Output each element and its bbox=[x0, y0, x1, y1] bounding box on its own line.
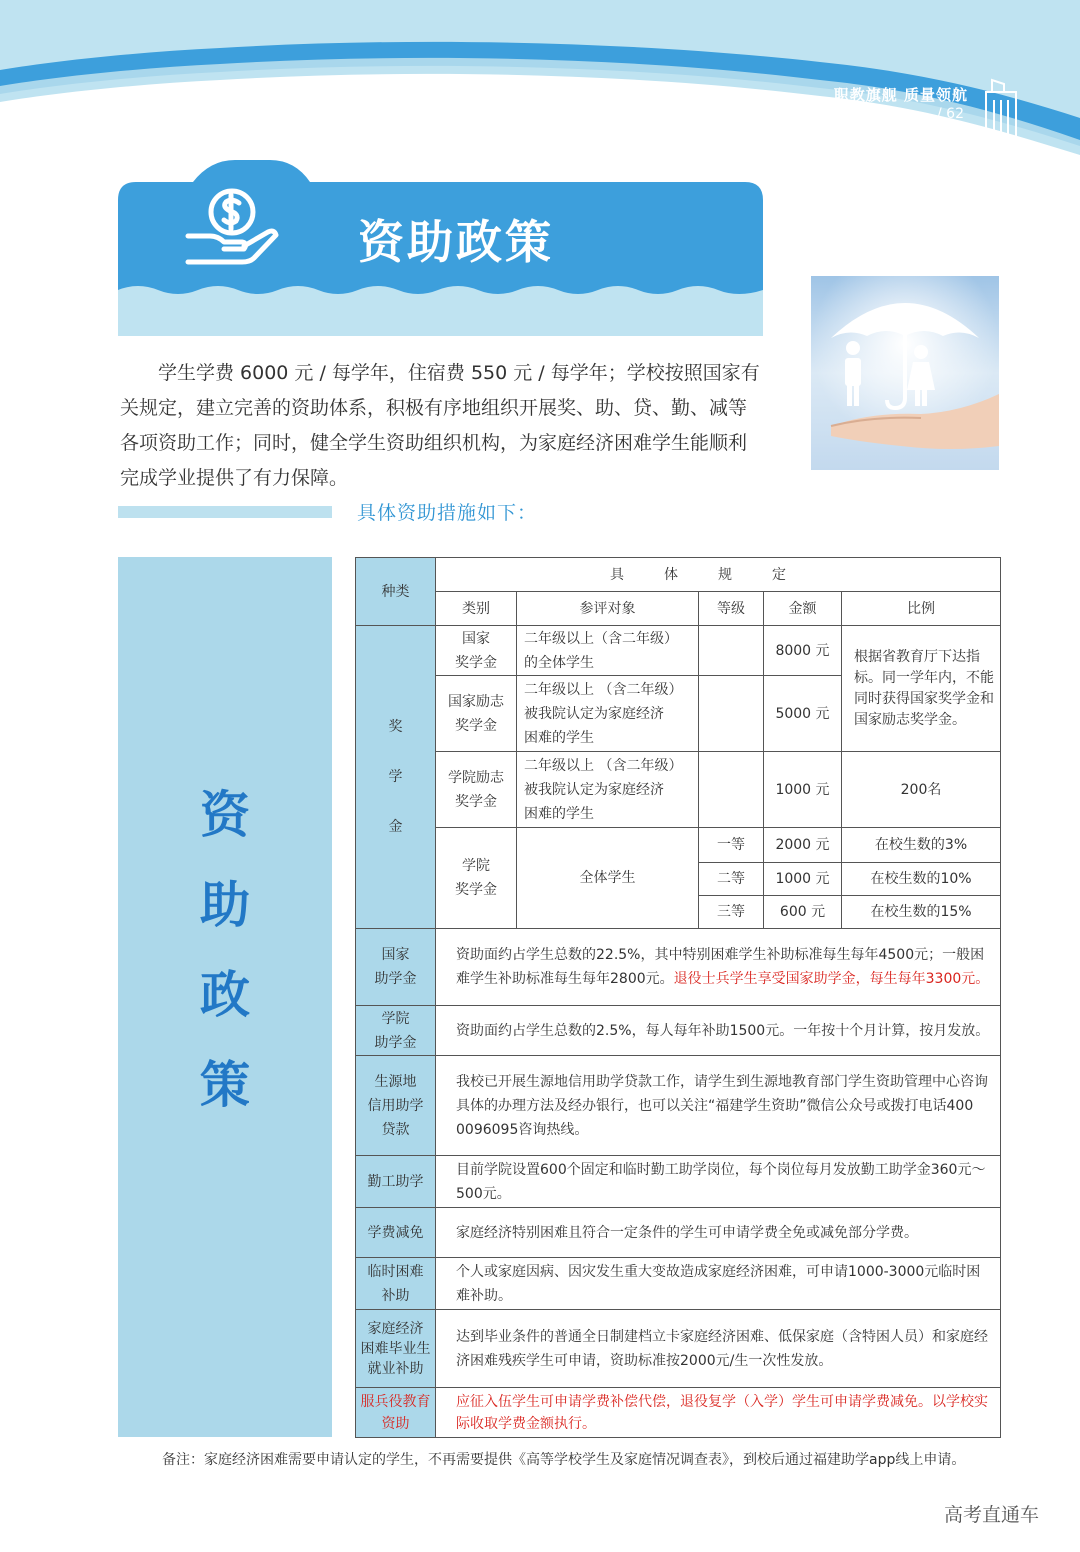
side-title-char: 策 bbox=[200, 1056, 250, 1114]
policy-desc: 应征入伍学生可申请学费补偿代偿，退役复学（入学）学生可申请学费减免。以学校实际收取学费金额执行。 bbox=[436, 1388, 1001, 1438]
policy-desc: 家庭经济特别困难且符合一定条件的学生可申请学费全免或减免部分学费。 bbox=[436, 1208, 1001, 1258]
policy-kind: 勤工助学 bbox=[356, 1156, 436, 1208]
scholarship-category bbox=[356, 626, 436, 929]
side-title-char: 政 bbox=[200, 966, 250, 1024]
award-level: 一等 bbox=[699, 828, 764, 863]
scholarship-label-char: 金 bbox=[388, 819, 403, 835]
table-row bbox=[356, 1156, 1001, 1208]
intro-paragraph: 学生学费 6000 元 / 每学年，住宿费 550 元 / 每学年；学校按照国家有关规定，建立完善的资助体系，积极有序地组织开展奖、助、贷、勤、减等各项资助工作；同时，健全学生资助组织机构，为家庭经济困难学生能顺利完成学业提供了有力保障。 bbox=[120, 362, 760, 489]
side-title-char: 资 bbox=[200, 786, 250, 844]
table-row bbox=[356, 1056, 1001, 1156]
table-header-row bbox=[356, 558, 1001, 592]
award-name: 国家励志 奖学金 bbox=[436, 676, 517, 752]
award-target: 全体学生 bbox=[517, 828, 699, 929]
kind-header: 种类 bbox=[356, 558, 436, 626]
column-header: 金额 bbox=[764, 592, 842, 626]
award-target: 二年级以上 （含二年级） 被我院认定为家庭经济 困难的学生 bbox=[517, 676, 699, 752]
award-level bbox=[699, 626, 764, 676]
table-row bbox=[356, 1258, 1001, 1310]
award-amount: 2000 元 bbox=[764, 828, 842, 863]
side-title-panel bbox=[118, 557, 332, 1437]
spec-header-text: 具体规定 bbox=[610, 566, 827, 583]
award-amount: 1000 元 bbox=[764, 752, 842, 828]
umbrella-hand-family-icon bbox=[811, 276, 999, 470]
award-amount: 5000 元 bbox=[764, 676, 842, 752]
table-header-row bbox=[356, 592, 1001, 626]
policy-kind: 学院 助学金 bbox=[356, 1006, 436, 1056]
award-target: 二年级以上 （含二年级） 被我院认定为家庭经济 困难的学生 bbox=[517, 752, 699, 828]
intro-text bbox=[120, 356, 760, 496]
column-header: 比例 bbox=[842, 592, 1001, 626]
side-title-char: 助 bbox=[200, 876, 250, 934]
award-target: 二年级以上（含二年级） 的全体学生 bbox=[517, 626, 699, 676]
award-level bbox=[699, 752, 764, 828]
page-title: 资助政策 bbox=[358, 215, 554, 269]
policy-desc-text: 资助面约占学生总数的22.5%，其中特别困难学生补助标准每生每年4500元；一般困难学生补助标准每生每年2800元。 bbox=[456, 947, 985, 987]
scholarship-label-char: 奖 bbox=[388, 719, 403, 735]
award-level bbox=[699, 676, 764, 752]
policy-desc: 目前学院设置600个固定和临时勤工助学岗位，每个岗位每月发放勤工助学金360元～500元。 bbox=[436, 1156, 1001, 1208]
money-in-hand-icon bbox=[184, 186, 288, 268]
policy-kind: 学费减免 bbox=[356, 1208, 436, 1258]
award-name: 国家 奖学金 bbox=[436, 626, 517, 676]
award-amount: 8000 元 bbox=[764, 626, 842, 676]
watermark: 高考直通车 bbox=[944, 1504, 1040, 1526]
table-row bbox=[356, 828, 1001, 863]
table-row bbox=[356, 929, 1001, 1006]
policy-table bbox=[355, 557, 1001, 1438]
policy-kind: 家庭经济 困难毕业生 就业补助 bbox=[356, 1310, 436, 1388]
policy-desc: 个人或家庭因病、因灾发生重大变故造成家庭经济困难，可申请1000-3000元临时困难补助。 bbox=[436, 1258, 1001, 1310]
table-row bbox=[356, 752, 1001, 828]
award-ratio: 在校生数的10% bbox=[842, 863, 1001, 896]
column-header: 等级 bbox=[699, 592, 764, 626]
table-row bbox=[356, 626, 1001, 676]
table-row bbox=[356, 1208, 1001, 1258]
award-name: 学院 奖学金 bbox=[436, 828, 517, 929]
column-header: 类别 bbox=[436, 592, 517, 626]
award-ratio: 在校生数的15% bbox=[842, 896, 1001, 929]
subheading-bar bbox=[118, 506, 332, 518]
award-name: 学院励志 奖学金 bbox=[436, 752, 517, 828]
table-row bbox=[356, 1310, 1001, 1388]
scholarship-label-char: 学 bbox=[388, 769, 403, 785]
building-icon bbox=[980, 76, 1024, 142]
policy-kind: 临时困难 补助 bbox=[356, 1258, 436, 1310]
award-level: 三等 bbox=[699, 896, 764, 929]
award-level: 二等 bbox=[699, 863, 764, 896]
policy-desc bbox=[436, 929, 1001, 1006]
award-ratio: 200名 bbox=[842, 752, 1001, 828]
policy-kind: 服兵役教育 资助 bbox=[356, 1388, 436, 1438]
award-ratio: 在校生数的3% bbox=[842, 828, 1001, 863]
award-amount: 1000 元 bbox=[764, 863, 842, 896]
policy-kind: 生源地 信用助学 贷款 bbox=[356, 1056, 436, 1156]
spec-header bbox=[436, 558, 1001, 592]
table-row bbox=[356, 1388, 1001, 1438]
header-slogan: 职教旗舰 质量领航 bbox=[833, 86, 968, 104]
policy-desc: 资助面约占学生总数的2.5%，每人每年补助1500元。一年按十个月计算，按月发放。 bbox=[436, 1006, 1001, 1056]
subheading: 具体资助措施如下： bbox=[357, 502, 538, 524]
policy-kind: 国家 助学金 bbox=[356, 929, 436, 1006]
footnote: 备注：家庭经济困难需要申请认定的学生，不再需要提供《高等学校学生及家庭情况调查表》，到校后通过福建助学app线上申请。 bbox=[162, 1452, 966, 1468]
table-row bbox=[356, 1006, 1001, 1056]
policy-desc-highlight: 退役士兵学生享受国家助学金，每生每年3300元。 bbox=[673, 971, 990, 987]
award-ratio: 根据省教育厅下达指标。同一学年内，不能同时获得国家奖学金和国家励志奖学金。 bbox=[842, 626, 1001, 752]
policy-desc: 我校已开展生源地信用助学贷款工作，请学生到生源地教育部门学生资助管理中心咨询具体的办理方法及经办银行，也可以关注“福建学生资助”微信公众号或拨打电话400 0096095咨询热线。 bbox=[436, 1056, 1001, 1156]
page-number: / 62 bbox=[937, 106, 964, 122]
policy-desc: 达到毕业条件的普通全日制建档立卡家庭经济困难、低保家庭（含特困人员）和家庭经济困难残疾学生可申请，资助标准按2000元/生一次性发放。 bbox=[436, 1310, 1001, 1388]
award-amount: 600 元 bbox=[764, 896, 842, 929]
column-header: 参评对象 bbox=[517, 592, 699, 626]
